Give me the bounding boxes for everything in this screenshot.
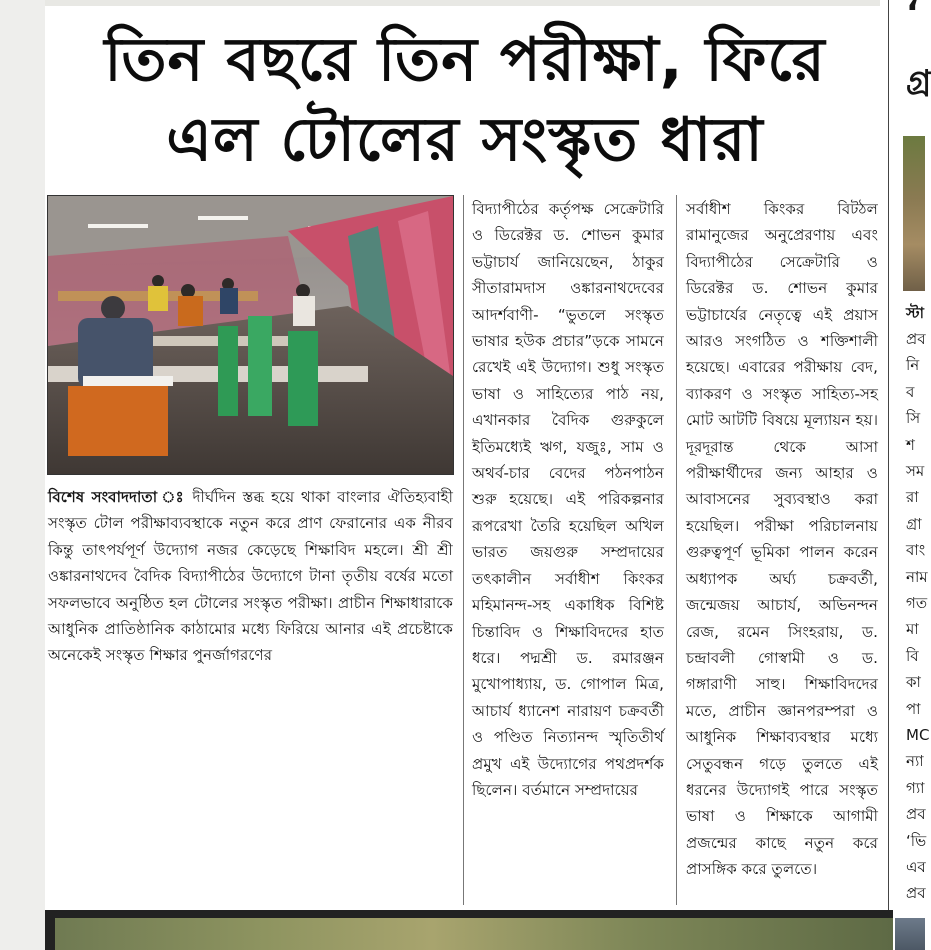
adjacent-text-line: গ্রা [906,514,922,533]
adjacent-text-line: সি [906,409,921,428]
bottom-photo [55,918,893,950]
column-divider-1 [463,195,464,905]
article-column-3: বিদ্যাপীঠের কর্তৃপক্ষ সেক্রেটারি ও ডিরেক্টর ড. শোভন কুমার ভট্টাচার্য জানিয়েছেন, ঠাকুর সীতারামদাস ওঙ্কারনাথদেবের আদর্শবাণী- “ভুতলে সংস্কৃত ভাষার হউক প্রচার”ড়কে সামনে রেখেই এই উদ্যোগ। শুধু সংস্কৃত ভাষা ও সাহিত্যের পাঠ নয়, এখানকার বৈদিক গুরুকুলে ইতিমধ্যেই ঋগ, যজুঃ, সাম ও অথর্ব-চার বেদের পঠনপাঠন শুরু হয়েছে। এই পরিকল্পনার রূপরেখা তৈরি হয়েছিল অখিল ভারত জয়গুরু সম্প্রদায়ের তৎকালীন সর্বাধীশ কিংকর মহিমানন্দ-সহ একাধিক বিশিষ্ট চিন্তাবিদ ও শিক্ষাবিদদের হাত ধরে। পদ্মশ্রী ড. রমারঞ্জন মুখোপাধ্যায়, ড. গোপাল মিত্র, আচার্য ধ্যানেশ নারায়ণ চক্রবর্তী ও পণ্ডিত নিত্যানন্দ স্মৃতিতীর্থ প্রমুখ এই উদ্যোগের পথপ্রদর্শক ছিলেন। বর্তমানে সম্প্রদায়ের [472,200,664,799]
adjacent-text-line: রা [906,488,919,507]
article-column-1 [48,484,453,669]
adjacent-text-line: বাং [906,541,926,560]
adjacent-text-line: প্রব [906,884,926,903]
adjacent-text-line: নাম [906,567,928,586]
bottom-right-photo [895,918,925,950]
top-clipped-line [45,0,880,6]
left-page-margin [0,0,45,950]
headline: তিন বছরে তিন পরীক্ষা, ফিরে এল টোলের সংস্কৃত ধারা [104,25,826,175]
adjacent-text-line: ব [906,382,915,401]
adjacent-text-line: ন্যা [906,752,924,771]
adjacent-text-line: গ্যা [906,778,925,797]
page-right-divider [888,0,889,910]
adjacent-text-line: MC [906,726,930,744]
adjacent-text-line: প্রব [906,330,926,348]
adjacent-heading-fragment-2: গ্র [906,63,931,103]
adjacent-text-line: নি [906,356,920,375]
exam-hall-photo-graphic [48,196,453,474]
byline: বিশেষ সংবাদদাতা ঃ [48,488,186,506]
adjacent-text-line: মা [906,620,919,639]
adjacent-text-line: প্রব [906,805,926,824]
exam-hall-photo [47,195,454,475]
adjacent-text-line: কা [906,673,921,692]
adjacent-photo [903,136,925,291]
article-column-1-text: দীর্ঘদিন স্তব্ধ হয়ে থাকা বাংলার ঐতিহ্যবাহী সংস্কৃত টোল পরীক্ষাব্যবস্থাকে নতুন করে প্রাণ ফেরানোর এক নীরব কিন্তু তাৎপর্যপূর্ণ উদ্যোগ নজর কেড়েছে শিক্ষাবিদ মহলে। শ্রী শ্রী ওঙ্কারনাথদেব বৈদিক বিদ্যাপীঠের উদ্যোগে টানা তৃতীয় বর্ষের মতো সফলভাবে অনুষ্ঠিত হল টোলের সংস্কৃত পরীক্ষা। প্রাচীন শিক্ষাধারাকে আধুনিক প্রাতিষ্ঠানিক কাঠামোর মধ্যে ফিরিয়ে আনার এই প্রচেষ্টাকে অনেকেই সংস্কৃত শিক্ষার পুনর্জাগরণের [48,488,453,665]
adjacent-text-line: সম [906,462,925,480]
adjacent-text-line: বি [906,646,919,665]
adjacent-text-line: ‘ভি [906,831,927,850]
adjacent-text-line: এব [906,858,926,876]
adjacent-text-line: পা [906,699,921,718]
article-column-4: সর্বাধীশ কিংকর বিটঠল রামানুজের অনুপ্রেরণায় এবং বিদ্যাপীঠের সেক্রেটারি ও ডিরেক্টর ড. শোভন কুমার ভট্টাচার্যের নেতৃত্বে এই প্রয়াস আরও সংগঠিত ও শক্তিশালী হয়েছে। এবারের পরীক্ষায় বেদ, ব্যাকরণ ও সংস্কৃত সাহিত্য-সহ মোট আটটি বিষয়ে মূল্যায়ন হয়। দূরদূরান্ত থেকে আসা পরীক্ষার্থীদের জন্য আহার ও আবাসনের সুব্যবস্থাও করা হয়েছিল। পরীক্ষা পরিচালনায় গুরুত্বপূর্ণ ভূমিকা পালন করেন অধ্যাপক অর্ঘ্য চক্রবর্তী, জন্মেজয় আচার্য, অভিনন্দন রেজ, রমেন সিংহরায়, ড. চন্দ্রাবলী গোস্বামী ও ড. গঙ্গারাণী সাহু। শিক্ষাবিদদের মতে, প্রাচীন জ্ঞানপরম্পরা ও আধুনিক শিক্ষাব্যবস্থার মধ্যে সেতুবন্ধন গড়ে তুলতে এই ধরনের উদ্যোগই পারে সংস্কৃত ভাষা ও শিক্ষাকে আগামী প্রজন্মের কাছে নতুন করে প্রাসঙ্গিক করে তুলতে। [686,200,878,879]
adjacent-subheading: স্টা [906,304,924,322]
column-divider-2 [676,195,677,905]
adjacent-text-line: গত [906,594,928,612]
adjacent-text-line: শ [906,435,915,454]
adjacent-heading-fragment-1: ‘ [906,0,919,33]
